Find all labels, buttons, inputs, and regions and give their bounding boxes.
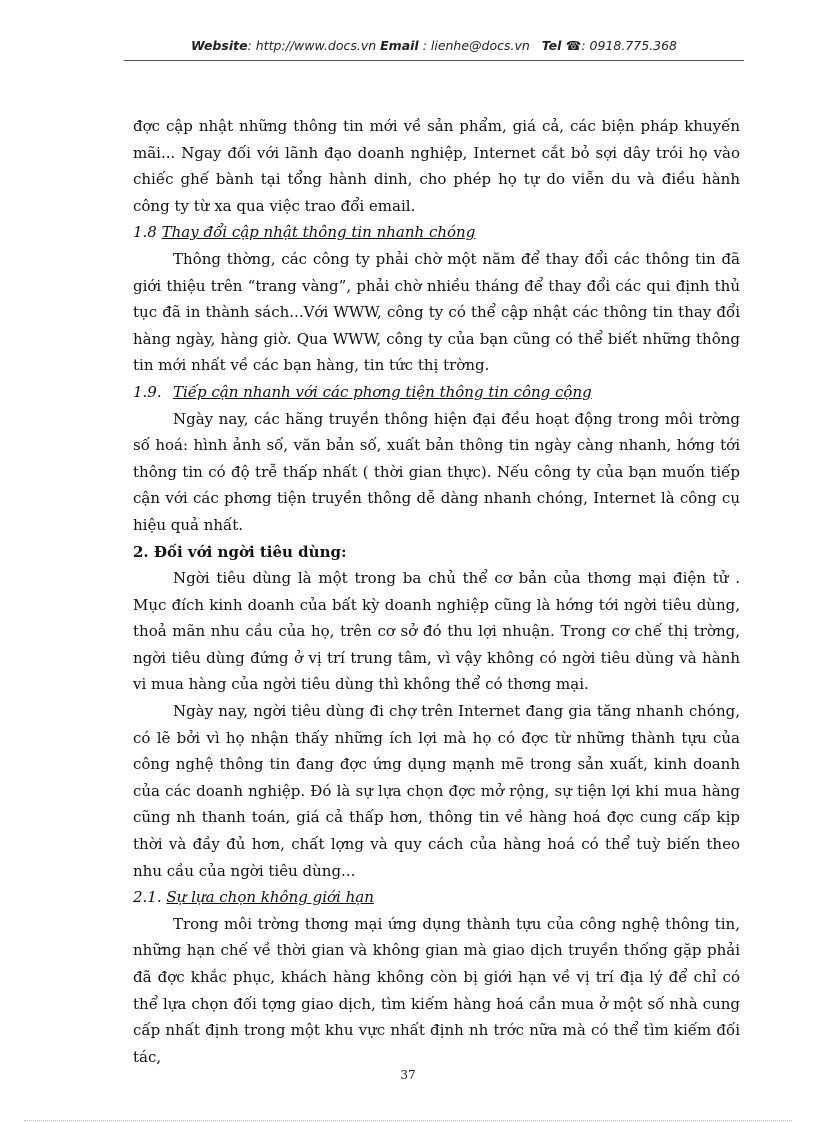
heading-2: 2. Đối với ngời tiêu dùng: (133, 542, 347, 561)
section-title: Tiếp cận nhanh với các phơng tiện thông tin công cộng (173, 382, 592, 401)
section-number: 1.9. (133, 382, 162, 401)
paragraph: Ngời tiêu dùng là một trong ba chủ thể cơ bản của thơng mại điện tử . Mục đích kinh doanh của bất kỳ doanh nghiệp cũng là hớng tới ngời tiêu dùng, thoả mãn nhu cầu của họ, trên cơ sở đó thu lợi nhuận. Trong cơ chế thị trờng, ngời tiêu dùng đứng ở vị trí trung tâm, vì vậy không có ngời tiêu dùng và hành vi mua hàng của ngời tiêu dùng thì không thể có thơng mại. (133, 569, 740, 694)
website-value: : http://www.docs.vn (247, 38, 377, 53)
section-title: Sự lựa chọn không giới hạn (166, 888, 374, 907)
section-number: 1.8 (133, 223, 157, 242)
document-body (133, 113, 740, 1070)
paragraph-continuation: đợc cập nhật những thông tin mới về sản phẩm, giá cả, các biện pháp khuyến mãi... Ngay đối với lãnh đạo doanh nghiệp, Internet cắt bỏ sợi dây trói họ vào chiếc ghế bành tại tổng hành dinh, cho phép họ tự do viễn du và điều hành công ty từ xa qua việc trao đổi email. (133, 117, 740, 215)
paragraph: Trong môi trờng thơng mại ứng dụng thành tựu của công nghệ thông tin, những hạn chế về thời gian và không gian mà giao dịch truyền thống gặp phải đã đợc khắc phục, khách hàng không còn bị giới hạn về vị trí địa lý để chỉ có thể lựa chọn đối tợng giao dịch, tìm kiếm hàng hoá cần mua ở một số nhà cung cấp nhất định trong một khu vực nhất định nh trớc nữa mà có thể tìm kiếm đối tác, (133, 914, 740, 1066)
section-heading-2-1 (133, 884, 740, 911)
page-header (124, 38, 744, 53)
website-label: Website (190, 38, 248, 53)
paragraph: Thông thờng, các công ty phải chờ một năm để thay đổi các thông tin đã giới thiệu trên “trang vàng”, phải chờ nhiều tháng để thay đổi các qui định thủ tục đã in thành sách...Với WWW, công ty có thể cập nhật các thông tin thay đổi hàng ngày, hàng giờ. Qua WWW, công ty của bạn cũng có thể biết những thông tin mới nhất về các bạn hàng, tin tức thị trờng. (133, 249, 740, 375)
paragraph: Ngày nay, ngời tiêu dùng đi chợ trên Internet đang gia tăng nhanh chóng, có lẽ bởi vì họ nhận thấy những ích lợi mà họ có đợc từ những thành tựu của công nghệ thông tin đang đợc ứng dụng mạnh mẽ trong sản xuất, kinh doanh của các doanh nghiệp. Đó là sự lựa chọn đợc mở rộng, sự tiện lợi khi mua hàng cũng nh thanh toán, giá cả thấp hơn, thông tin về hàng hoá đợc cung cấp kịp thời và đầy đủ hơn, chất lợng và quy cách của hàng hoá có thể tuỳ biến theo nhu cầu của ngời tiêu dùng... (133, 702, 740, 880)
paragraph: Ngày nay, các hãng truyền thông hiện đại đều hoạt động trong môi trờng số hoá: hình ảnh số, văn bản số, xuất bản thông tin ngày càng nhanh, hớng tới thông tin có độ trễ thấp nhất ( thời gian thực). Nếu công ty của bạn muốn tiếp cận với các phơng tiện truyền thông dễ dàng nhanh chóng, Internet là công cụ hiệu quả nhất. (133, 409, 740, 534)
email-label: Email (380, 38, 419, 53)
tel-label: Tel ☎ (541, 38, 582, 53)
section-heading-1-9 (133, 379, 740, 406)
page-bottom-border (24, 1120, 792, 1121)
section-title: Thay đổi cập nhật thông tin nhanh chóng (161, 223, 476, 242)
section-number: 2.1. (133, 888, 162, 907)
page-number: 37 (400, 1068, 416, 1082)
email-value: : lienhe@docs.vn (418, 38, 530, 53)
header-divider (124, 60, 744, 61)
section-heading-1-8 (133, 219, 740, 246)
tel-value: : 0918.775.368 (581, 38, 678, 53)
